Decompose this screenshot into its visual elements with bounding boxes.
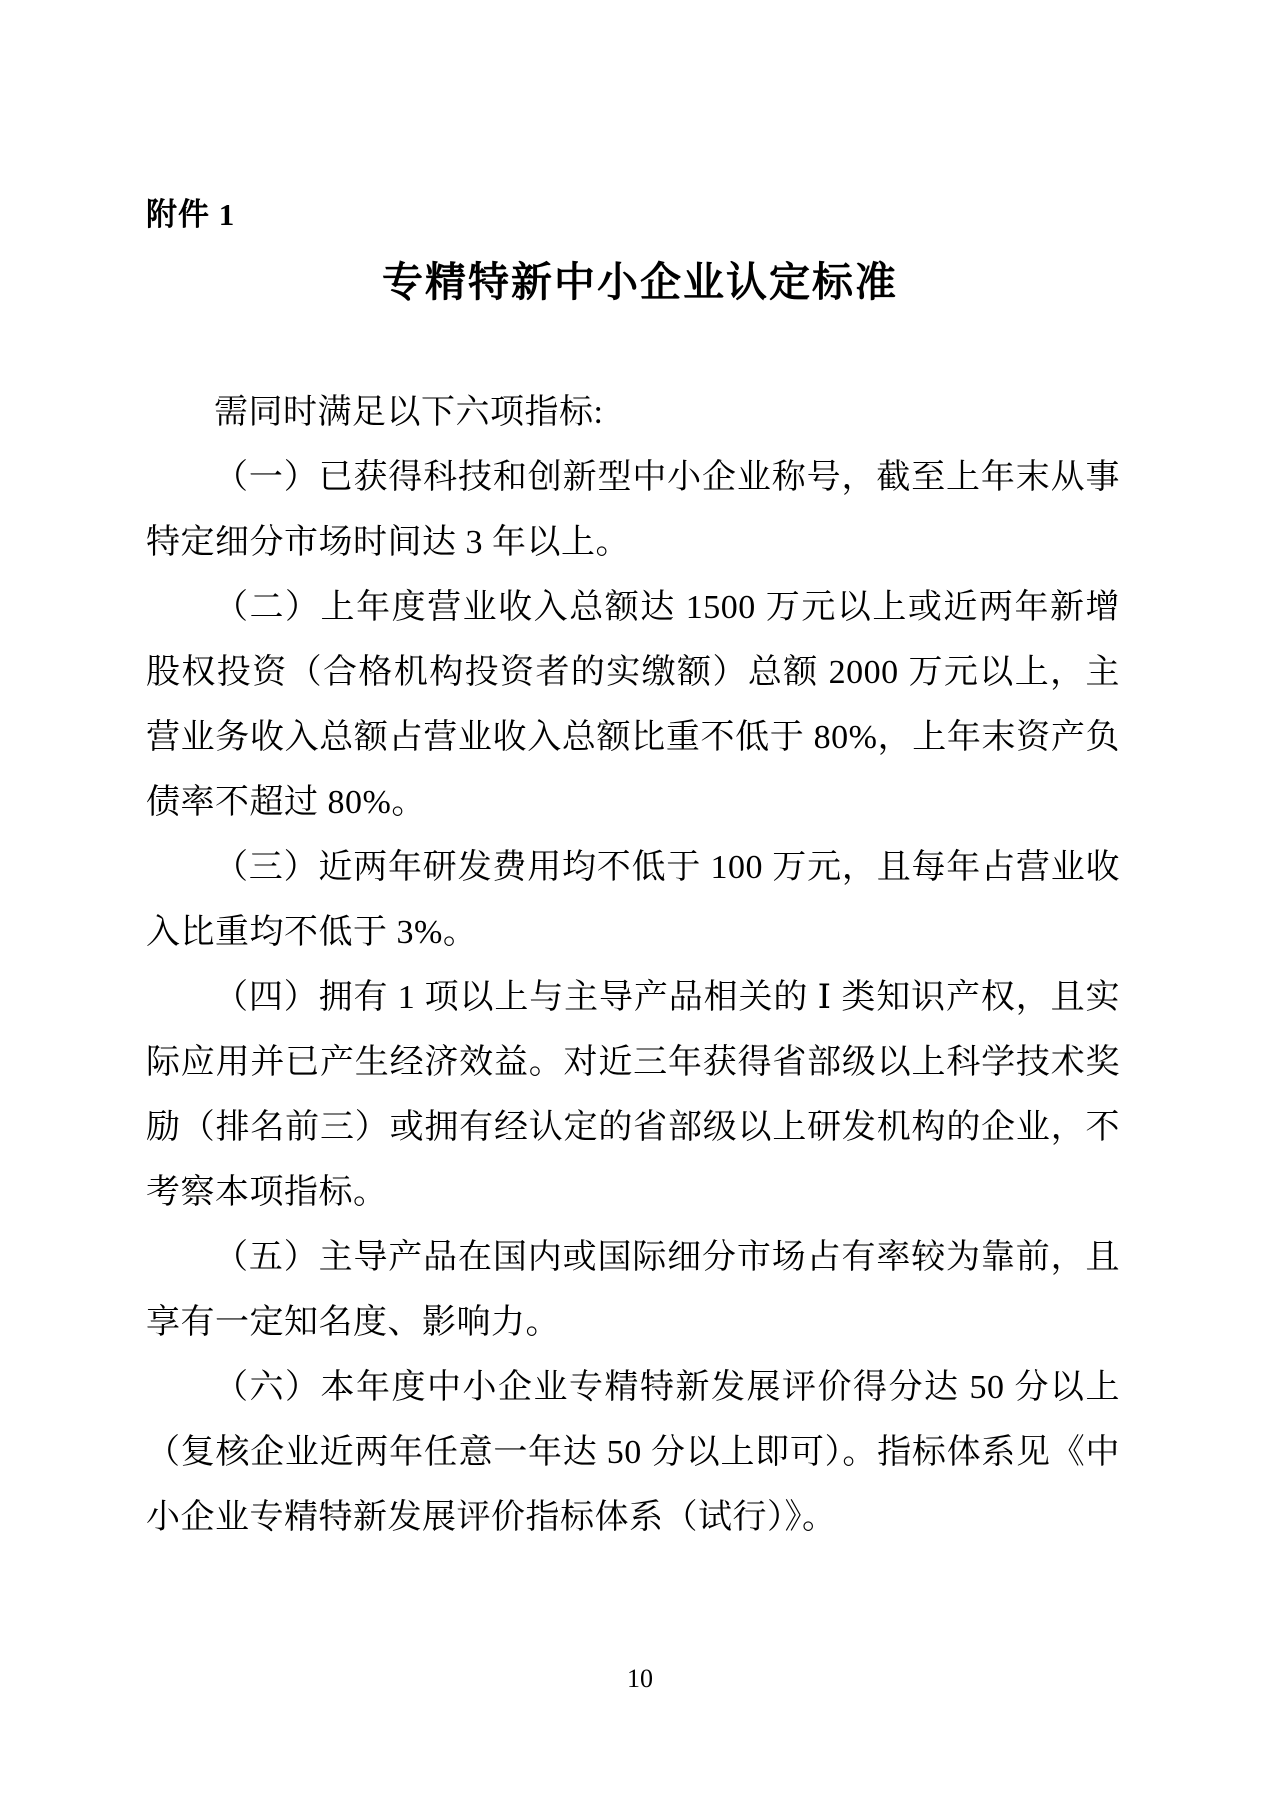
page-number: 10 [627,1664,653,1693]
paragraph-criterion-1: （一）已获得科技和创新型中小企业称号，截至上年末从事特定细分市场时间达 3 年以上。 [146,459,1120,561]
attachment-label: 附件 1 [146,197,236,232]
paragraph-criterion-3: （三）近两年研发费用均不低于 100 万元，且每年占营业收入比重均不低于 3%。 [146,849,1120,951]
document-body [146,380,1120,1550]
paragraph-intro: 需同时满足以下六项指标: [214,394,604,431]
page-title: 专精特新中小企业认定标准 [382,259,898,305]
paragraph-criterion-4: （四）拥有 1 项以上与主导产品相关的 Ⅰ 类知识产权，且实际应用并已产生经济效益。对近三年获得省部级以上科学技术奖励（排名前三）或拥有经认定的省部级以上研发机构的企业，不考察本项指标。 [146,979,1120,1211]
paragraph-criterion-5: （五）主导产品在国内或国际细分市场占有率较为靠前，且享有一定知名度、影响力。 [146,1239,1120,1341]
paragraph-criterion-2: （二）上年度营业收入总额达 1500 万元以上或近两年新增股权投资（合格机构投资者的实缴额）总额 2000 万元以上，主营业务收入总额占营业收入总额比重不低于 80%，上年末资产负债率不超过 80%。 [146,589,1120,821]
paragraph-criterion-6: （六）本年度中小企业专精特新发展评价得分达 50 分以上（复核企业近两年任意一年达 50 分以上即可）。指标体系见《中小企业专精特新发展评价指标体系（试行）》。 [146,1369,1120,1536]
